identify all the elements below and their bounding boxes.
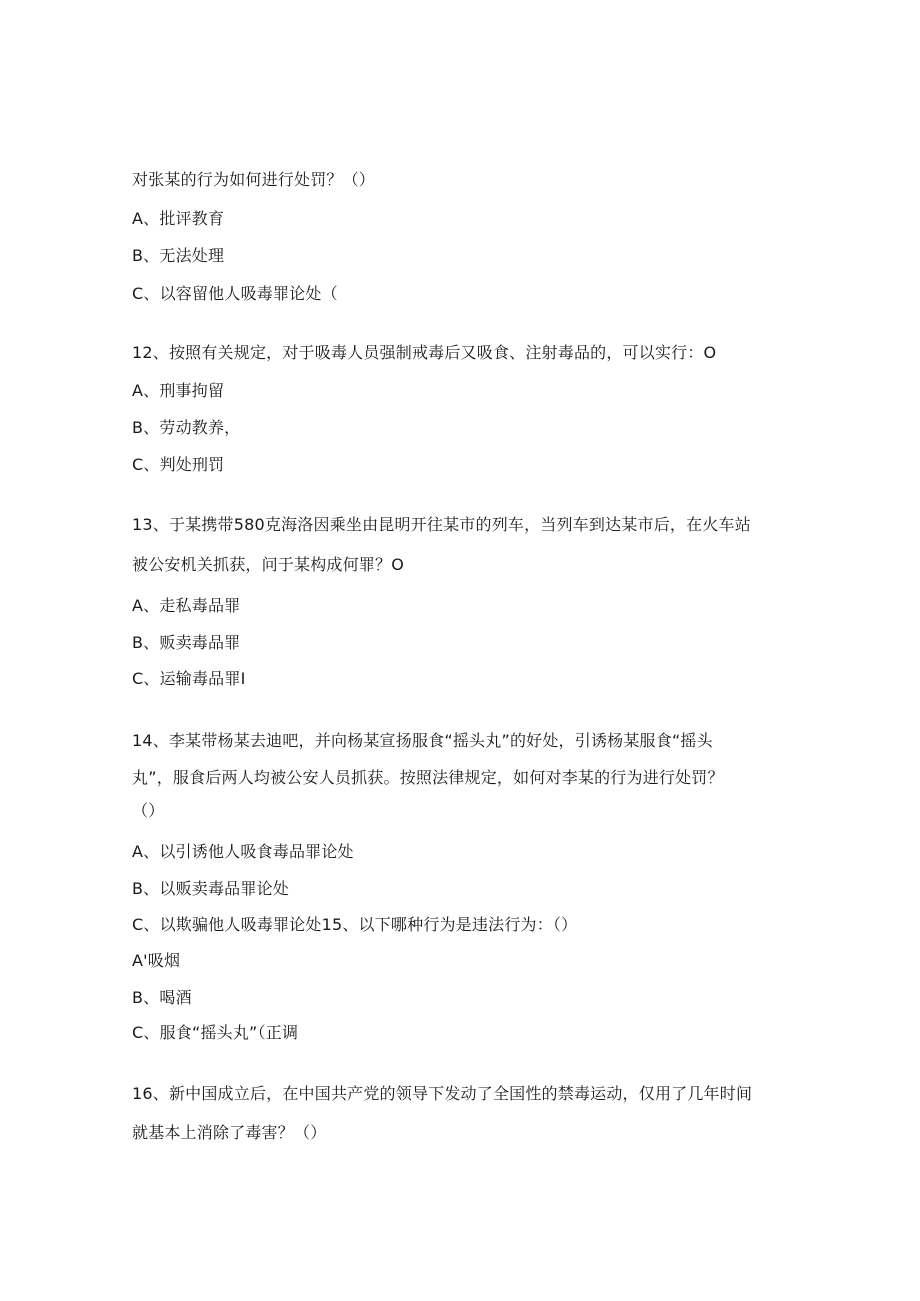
question-16-stem-line-1: 16、新中国成立后，在中国共产党的领导下发动了全国性的禁毒运动，仅用了几年时间 (132, 1084, 753, 1103)
q14-option-a: A、以引诱他人吸食毒品罪论处 (132, 842, 354, 861)
question-14-stem-line-2: 丸”，服食后两人均被公安人员抓获。按照法律规定，如何对李某的行为进行处罚？ (132, 768, 724, 787)
q12-option-c: C、判处刑罚 (132, 455, 225, 474)
q11-option-b: B、无法处理 (132, 246, 225, 265)
question-16-stem-line-2: 就基本上消除了毒害？（） (132, 1123, 327, 1142)
q15-option-b: B、喝酒 (132, 988, 192, 1007)
question-13-stem-line-2: 被公安机关抓获，问于某构成何罪？O (132, 555, 404, 574)
q15-option-a: A'吸烟 (132, 951, 181, 970)
q13-option-a: A、走私毒品罪 (132, 596, 241, 615)
q11-option-c: C、以容留他人吸毒罪论处（ (132, 284, 338, 303)
q11-option-a: A、批评教育 (132, 209, 225, 228)
question-14-answer-blank: （） (132, 801, 165, 820)
q12-option-b: B、劳动教养， (132, 418, 241, 437)
question-14-stem-line-1: 14、李某带杨某去迪吧，并向杨某宣扬服食“摇头丸”的好处，引诱杨某服食“摇头 (132, 731, 713, 750)
q14-option-b: B、以贩卖毒品罪论处 (132, 879, 289, 898)
question-11-stem: 对张某的行为如何进行处罚？（） (132, 170, 376, 189)
q13-option-c: C、运输毒品罪I (132, 669, 246, 688)
question-13-stem-line-1: 13、于某携带580克海洛因乘坐由昆明开往某市的列车，当列车到达某市后，在火车站 (132, 515, 751, 534)
q13-option-b: B、贩卖毒品罪 (132, 633, 241, 652)
q12-option-a: A、刑事拘留 (132, 381, 225, 400)
question-12-stem: 12、按照有关规定，对于吸毒人员强制戒毒后又吸食、注射毒品的，可以实行：O (132, 343, 717, 362)
q14-option-c-and-question-15-stem: C、以欺骗他人吸毒罪论处15、以下哪种行为是违法行为：（） (132, 915, 578, 934)
q15-option-c: C、服食“摇头丸”（正调 (132, 1023, 299, 1042)
